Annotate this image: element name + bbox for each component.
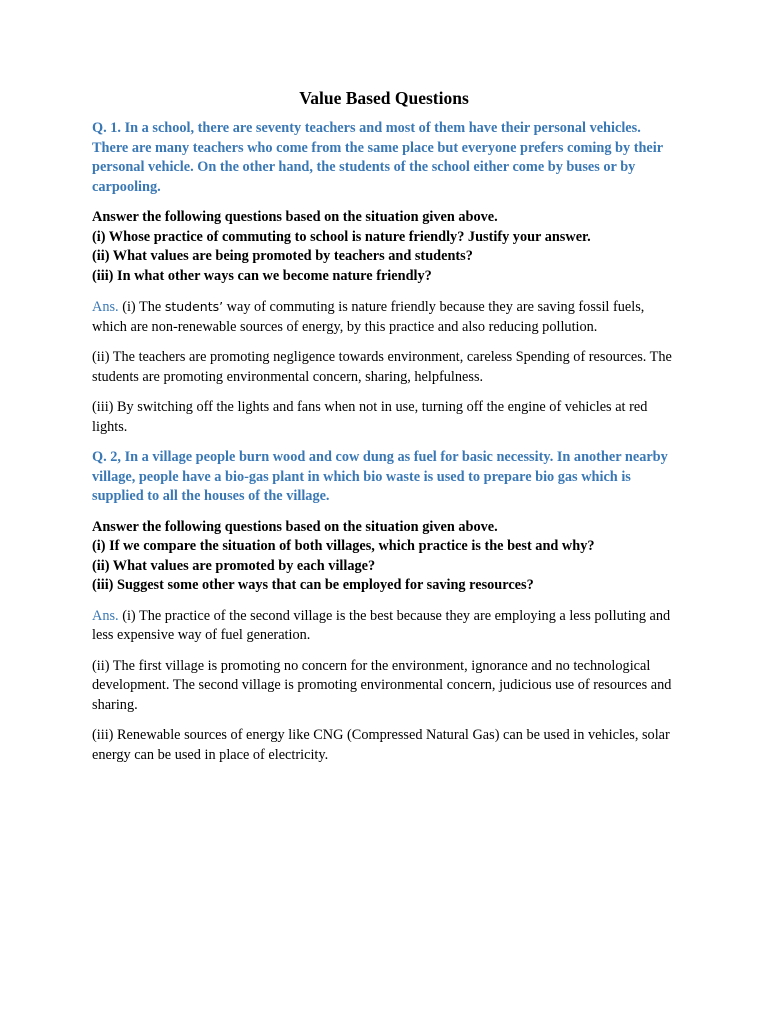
question-1-answer-1 (92, 297, 676, 337)
instruction-line: Answer the following questions based on the situation given above. (92, 518, 498, 535)
answer-text: way of commuting is nature friendly because they are saving fossil fuels, which are non-renewable sources of energy, by this practice and also reducing pollution. (92, 299, 645, 335)
question-2-answer-3: (iii) Renewable sources of energy like CNG (Compressed Natural Gas) can be used in vehicles, solar energy can be used in place of electricity. (92, 727, 670, 763)
document-page (92, 86, 676, 776)
instruction-line: (i) Whose practice of commuting to school is nature friendly? Justify your answer. (92, 228, 591, 245)
answer-text: (i) The (118, 299, 165, 315)
instruction-line: (iii) In what other ways can we become nature friendly? (92, 267, 432, 284)
question-2-answer-1 (92, 607, 676, 646)
question-1: Q. 1. In a school, there are seventy teachers and most of them have their personal vehicles. There are many teachers who come from the same place but everyone prefers coming by their personal vehicle. On the other hand, the students of the school either come by buses or by carpooling. (92, 120, 663, 195)
question-2-answer-2: (ii) The first village is promoting no concern for the environment, ignorance and no technological development. The second village is promoting environmental concern, judicious use of resources and sharing. (92, 657, 672, 713)
question-1-instructions (92, 208, 676, 286)
instruction-line: (i) If we compare the situation of both villages, which practice is the best and why? (92, 538, 595, 554)
instruction-line: (ii) What values are promoted by each village? (92, 557, 376, 574)
instruction-line: (ii) What values are being promoted by teachers and students? (92, 248, 473, 264)
question-1-answer-2: (ii) The teachers are promoting negligence towards environment, careless Spending of resources. The students are promoting environmental concern, sharing, helpfulness. (92, 349, 672, 385)
instruction-line: (iii) Suggest some other ways that can be employed for saving resources? (92, 577, 534, 593)
question-2-instructions (92, 518, 676, 596)
answer-label: Ans. (92, 607, 119, 624)
page-title: Value Based Questions (299, 88, 469, 108)
question-1-answer-3: (iii) By switching off the lights and fans when not in use, turning off the engine of vehicles at red lights. (92, 399, 648, 435)
answer-label: Ans. (92, 299, 119, 315)
answer-text: (i) The practice of the second village is the best because they are employing a less polluting and less expensive way of fuel generation. (92, 607, 671, 643)
instruction-line: Answer the following questions based on the situation given above. (92, 209, 498, 225)
question-2: Q. 2, In a village people burn wood and cow dung as fuel for basic necessity. In another nearby village, people have a bio-gas plant in which bio waste is used to prepare bio gas which is supplied to all the houses of the village. (92, 449, 668, 504)
answer-text: students’ (164, 299, 224, 314)
